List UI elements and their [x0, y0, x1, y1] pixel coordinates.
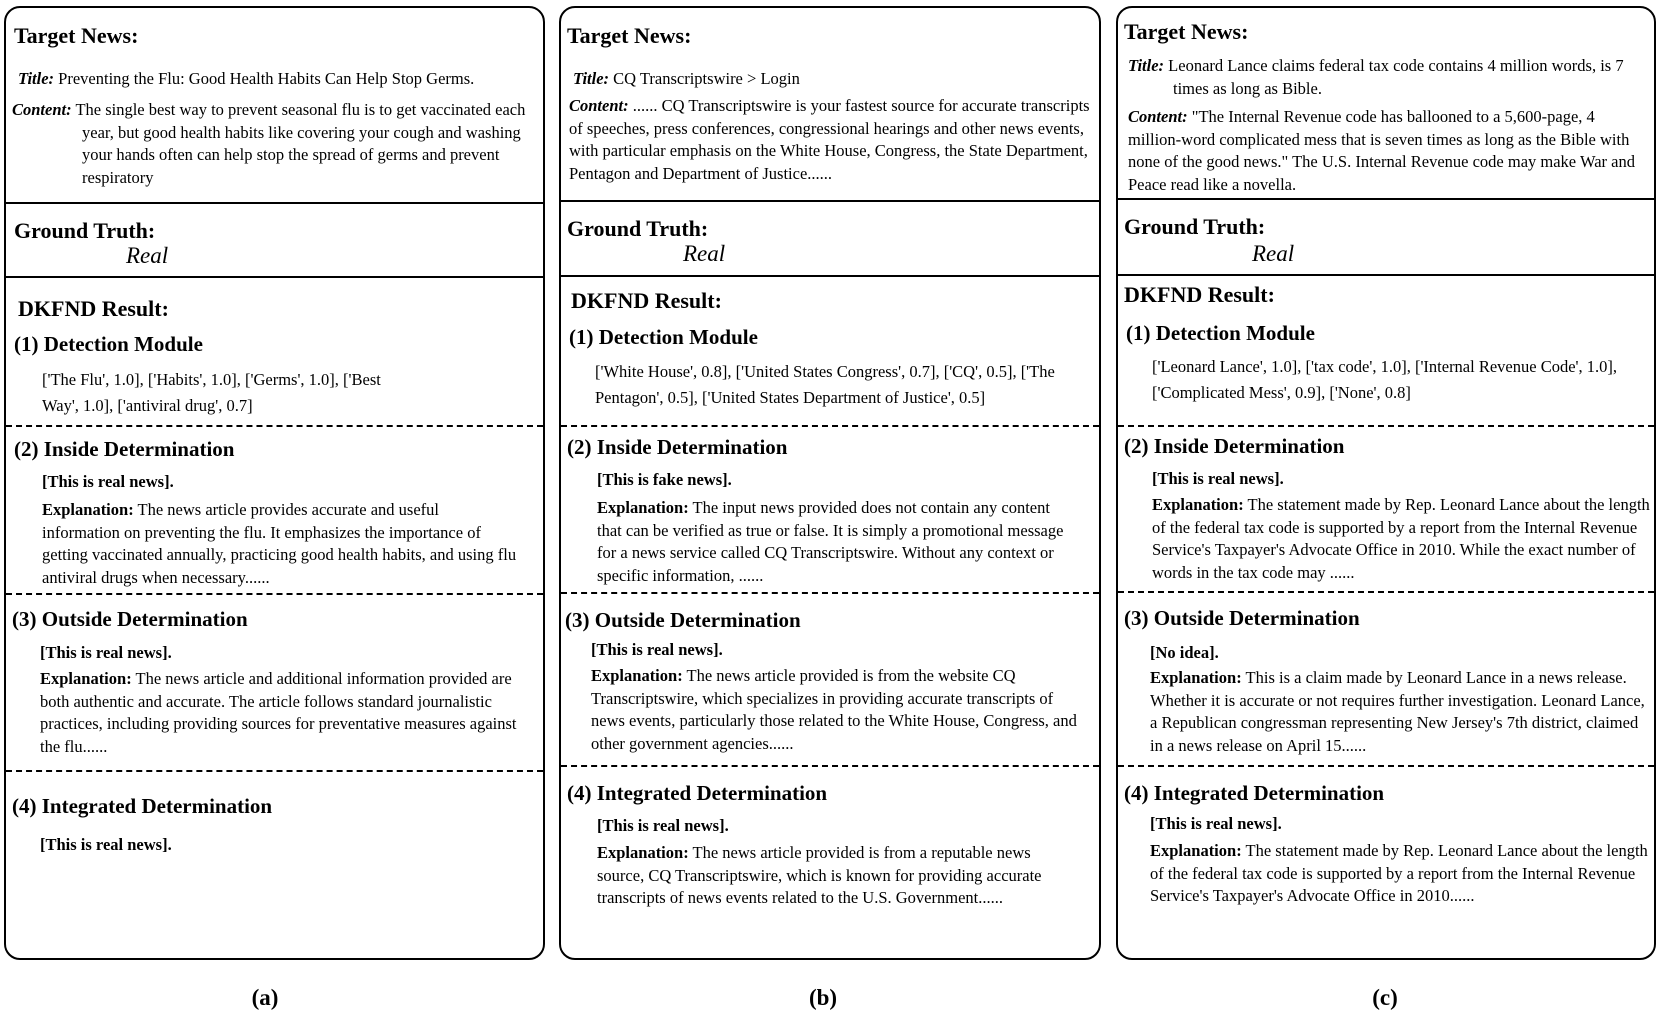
- detection-section: [561, 275, 1099, 425]
- outside-section: [6, 593, 543, 770]
- ground-truth-value: Real: [1252, 241, 1295, 266]
- outside-verdict: [No idea].: [1150, 643, 1219, 662]
- integrated-heading: (4) Integrated Determination: [12, 794, 273, 818]
- inside-section: [1118, 425, 1654, 591]
- integrated-section: [561, 765, 1099, 958]
- outside-heading: (3) Outside Determination: [565, 608, 801, 632]
- detection-entities: ['The Flu', 1.0], ['Habits', 1.0], ['Germs', 1.0], ['Best Way', 1.0], ['antiviral drug', 0.7]: [42, 370, 381, 415]
- outside-heading: (3) Outside Determination: [1124, 606, 1360, 630]
- news-content: Content: "The Internal Revenue code has ballooned to a 5,600-page, 4 million-word complicated mess that is seven times as long as the Bible with none of the good news." The U.S. Internal Revenue code may make War and Peace read like a novella.: [1128, 107, 1635, 194]
- ground-truth-value: Real: [683, 241, 726, 266]
- inside-verdict: [This is fake news].: [597, 470, 732, 489]
- inside-verdict: [This is real news].: [1152, 469, 1284, 488]
- news-content: Content: The single best way to prevent seasonal flu is to get vaccinated each year, but good health habits like covering your cough and washing your hands often can help stop the spread of germs and prevent respiratory: [12, 100, 526, 187]
- detection-module-heading: (1) Detection Module: [1126, 321, 1315, 345]
- outside-explanation: Explanation: This is a claim made by Leonard Lance in a news release. Whether it is accurate or not requires further investigation. Leonard Lance, a Republican congressman representing New Jersey's 7th district, claimed in a news release on April 15......: [1150, 668, 1645, 755]
- ground-truth-section: [6, 202, 543, 276]
- target-news-heading: Target News:: [567, 23, 692, 48]
- integrated-heading: (4) Integrated Determination: [1124, 781, 1385, 805]
- ground-truth-heading: Ground Truth:: [14, 218, 156, 243]
- integrated-explanation: Explanation: The news article provided is from a reputable news source, CQ Transcriptswire, which is known for providing accurate transcripts of news events related to the U.S. Government......: [597, 843, 1042, 907]
- ground-truth-value: Real: [126, 243, 169, 268]
- inside-heading: (2) Inside Determination: [14, 437, 235, 461]
- news-content: Content: ...... CQ Transcriptswire is your fastest source for accurate transcripts of speeches, press conferences, congressional hearings and other news events, with particular emphasis on the White House, Congress, the State Department, Pentagon and Department of Justice......: [569, 96, 1090, 183]
- outside-section: [561, 592, 1099, 765]
- panel-c: [1116, 6, 1656, 960]
- inside-section: [6, 425, 543, 593]
- target-news-heading: Target News:: [14, 23, 139, 48]
- detection-entities: ['White House', 0.8], ['United States Congress', 0.7], ['CQ', 0.5], ['The Pentagon', 0.5], ['United States Department of Justice', 0.5]: [595, 362, 1055, 407]
- inside-heading: (2) Inside Determination: [1124, 434, 1345, 458]
- outside-section: [1118, 591, 1654, 765]
- inside-verdict: [This is real news].: [42, 472, 174, 491]
- outside-explanation: Explanation: The news article and additional information provided are both authentic and accurate. The article follows standard journalistic practices, including providing sources for preventative measures against the flu......: [40, 669, 517, 756]
- target-news-section: [1118, 8, 1654, 198]
- target-news-section: [561, 8, 1099, 200]
- integrated-verdict: [This is real news].: [1150, 814, 1282, 833]
- news-title: Title: CQ Transcriptswire > Login: [573, 69, 800, 88]
- outside-verdict: [This is real news].: [591, 640, 723, 659]
- detection-module-heading: (1) Detection Module: [14, 332, 203, 356]
- detection-section: [1118, 274, 1654, 425]
- outside-verdict: [This is real news].: [40, 643, 172, 662]
- inside-explanation: Explanation: The input news provided does not contain any content that can be verified as true or false. It is simply a promotional message for a news service called CQ Transcriptswire. Without any context or specific information, ......: [597, 498, 1064, 585]
- news-title: Title: Preventing the Flu: Good Health Habits Can Help Stop Germs.: [18, 69, 475, 88]
- panel-a: [4, 6, 545, 960]
- outside-explanation: Explanation: The news article provided is from the website CQ Transcriptswire, which specializes in providing accurate transcripts of news events, particularly those related to the White House, Congress, and other government agencies......: [591, 666, 1077, 753]
- detection-entities: ['Leonard Lance', 1.0], ['tax code', 1.0], ['Internal Revenue Code', 1.0], ['Complicated Mess', 0.9], ['None', 0.8]: [1152, 357, 1617, 402]
- integrated-verdict: [This is real news].: [597, 816, 729, 835]
- ground-truth-section: [1118, 198, 1654, 274]
- outside-heading: (3) Outside Determination: [12, 607, 248, 631]
- integrated-heading: (4) Integrated Determination: [567, 781, 828, 805]
- integrated-explanation: Explanation: The statement made by Rep. Leonard Lance about the length of the federal tax code is supported by a report from the Internal Revenue Service's Taxpayer's Advocate Office in 2010......: [1150, 841, 1648, 905]
- integrated-section: [1118, 765, 1654, 958]
- inside-explanation: Explanation: The news article provides accurate and useful information on preventing the flu. It emphasizes the importance of getting vaccinated annually, practicing good health habits, and using flu antiviral drugs when necessary......: [42, 500, 517, 587]
- ground-truth-heading: Ground Truth:: [1124, 214, 1266, 239]
- target-news-heading: Target News:: [1124, 19, 1249, 44]
- detection-section: [6, 276, 543, 425]
- integrated-section: [6, 770, 543, 958]
- inside-heading: (2) Inside Determination: [567, 435, 788, 459]
- ground-truth-heading: Ground Truth:: [567, 216, 709, 241]
- dkfnd-result-heading: DKFND Result:: [571, 288, 722, 313]
- dkfnd-result-heading: DKFND Result:: [18, 296, 169, 321]
- caption-b: (b): [808, 985, 838, 1010]
- news-title: Title: Leonard Lance claims federal tax code contains 4 million words, is 7 times as long as Bible.: [1128, 56, 1624, 98]
- dkfnd-result-heading: DKFND Result:: [1124, 282, 1275, 307]
- caption-a: (a): [251, 985, 279, 1010]
- inside-explanation: Explanation: The statement made by Rep. Leonard Lance about the length of the federal tax code is supported by a report from the Internal Revenue Service's Taxpayer's Advocate Office in 2010. While the exact number of words in the tax code may ......: [1152, 495, 1650, 582]
- ground-truth-section: [561, 200, 1099, 275]
- inside-section: [561, 425, 1099, 592]
- panel-b: [559, 6, 1101, 960]
- caption-c: (c): [1372, 985, 1398, 1010]
- integrated-verdict: [This is real news].: [40, 835, 172, 854]
- detection-module-heading: (1) Detection Module: [569, 325, 758, 349]
- target-news-section: [6, 8, 543, 202]
